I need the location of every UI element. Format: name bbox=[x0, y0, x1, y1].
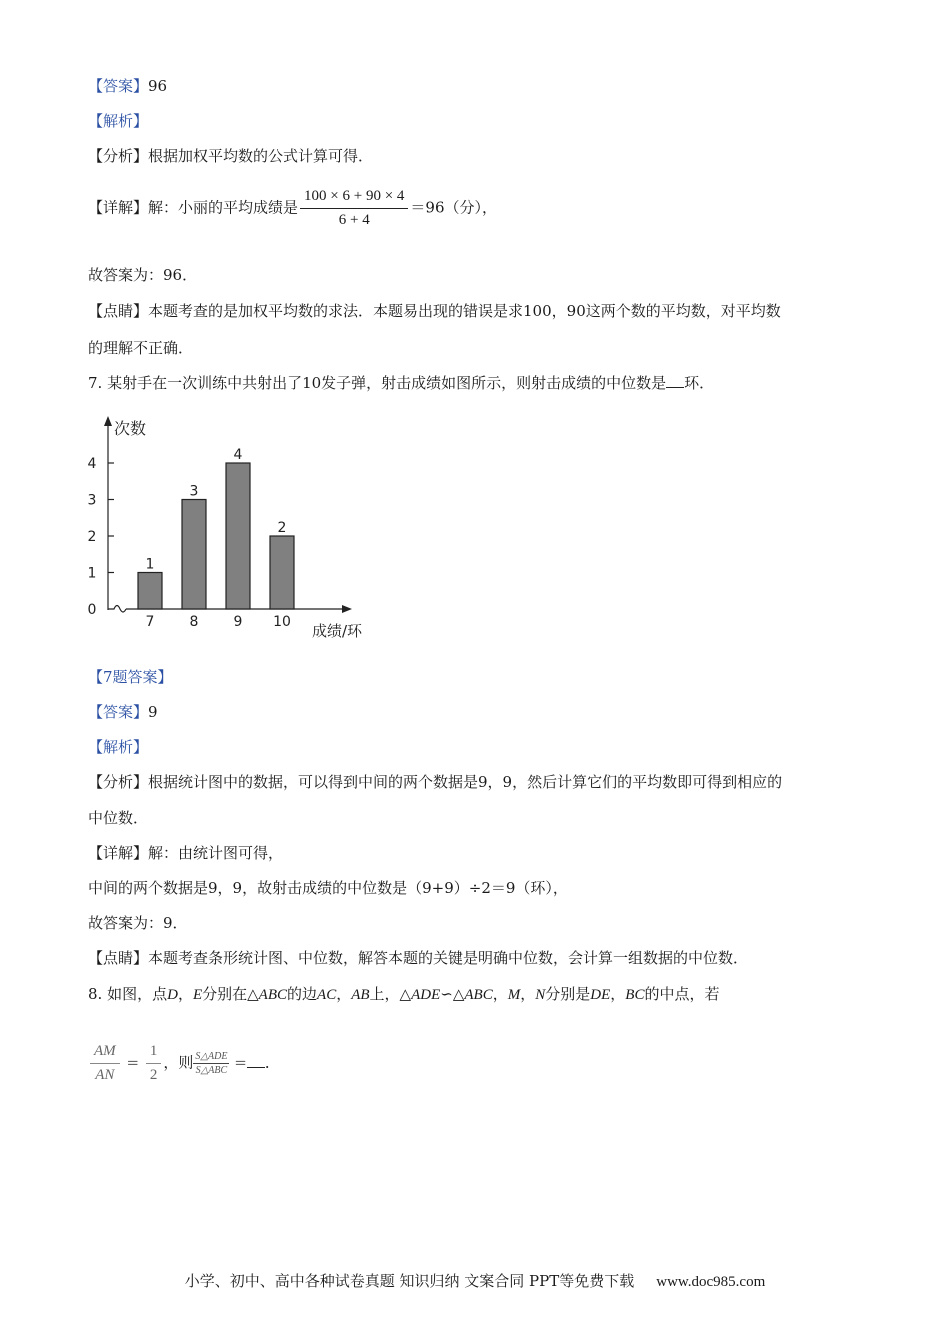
q8-point-m: M bbox=[507, 987, 521, 1003]
q8-period: ． bbox=[264, 1053, 280, 1072]
q8-segment-de: DE bbox=[590, 987, 611, 1003]
y-axis-arrow bbox=[104, 416, 112, 426]
q8-equals-2: = bbox=[234, 1053, 247, 1072]
q8-half-fraction bbox=[146, 1043, 162, 1084]
x-tick-label: 9 bbox=[233, 614, 243, 630]
q6-analysis-label: 【分析】 bbox=[88, 147, 149, 165]
q7-detail-label: 【详解】 bbox=[88, 844, 149, 862]
q6-analysis-text: 根据加权平均数的公式计算可得． bbox=[148, 147, 374, 165]
q6-analysis-tag: 【解析】 bbox=[88, 112, 149, 130]
q8-am-an-fraction bbox=[90, 1043, 120, 1084]
x-tick-label: 8 bbox=[189, 614, 199, 630]
bar-chart bbox=[80, 410, 380, 640]
x-tick-label: 10 bbox=[273, 614, 291, 630]
q8-half-den: 2 bbox=[149, 1067, 158, 1083]
q7-detail-text-2: 中间的两个数据是9，9，故射击成绩的中位数是（9+9）÷2＝9（环）， bbox=[88, 879, 568, 897]
q8-area-abc: S△ABC bbox=[195, 1065, 228, 1076]
bar-data-label: 3 bbox=[189, 483, 199, 500]
bar-data-label: 4 bbox=[233, 447, 243, 463]
q7-comment-label: 【点睛】 bbox=[88, 949, 149, 967]
q8-then: ，则 bbox=[163, 1053, 194, 1072]
y-tick-label: 2 bbox=[87, 529, 97, 545]
q8-triangle-abc-2: ABC bbox=[464, 987, 493, 1003]
q6-detail-line bbox=[88, 188, 497, 229]
q8-text-i: ， bbox=[520, 985, 536, 1003]
q8-point-d: D bbox=[167, 987, 178, 1003]
q8-an: AN bbox=[95, 1067, 115, 1083]
q6-formula-denominator: 6 + 4 bbox=[338, 212, 370, 228]
q6-detail-label: 【详解】 bbox=[88, 198, 149, 217]
footer bbox=[0, 1270, 950, 1291]
q7-question bbox=[88, 373, 714, 393]
q6-answer-value: 96 bbox=[148, 77, 168, 95]
q8-text-j: 分别是 bbox=[545, 985, 591, 1003]
q6-analysis-line bbox=[88, 146, 373, 166]
x-axis-label: 成绩/环 bbox=[312, 622, 363, 640]
footer-text: 小学、初中、高中各种试卷真题 知识归纳 文案合同 PPT等免费下载 bbox=[184, 1272, 635, 1290]
axis-break bbox=[108, 606, 126, 613]
q7-analysis-tag: 【解析】 bbox=[88, 738, 149, 756]
q7-question-text: 7. 某射手在一次训练中共射出了10发子弹，射击成绩如图所示，则射击成绩的中位数是 bbox=[88, 374, 667, 392]
q6-comment-text-1: 本题考查的是加权平均数的求法．本题易出现的错误是求100，90这两个数的平均数，对平均数 bbox=[148, 302, 781, 320]
q6-comment-text-2: 的理解不正确． bbox=[88, 339, 194, 357]
bar bbox=[270, 536, 294, 609]
q7-detail-line bbox=[88, 843, 283, 863]
q8-area-ade: S△ADE bbox=[195, 1051, 228, 1062]
q8-equals: = bbox=[126, 1053, 140, 1072]
q8-condition-line bbox=[88, 1043, 280, 1084]
q7-conclusion: 故答案为：9． bbox=[88, 914, 188, 932]
q8-text-g: ∽△ bbox=[440, 985, 465, 1003]
q6-formula bbox=[300, 188, 408, 229]
q8-segment-bc: BC bbox=[625, 987, 645, 1003]
y-axis-label: 次数 bbox=[114, 419, 147, 438]
q7-analysis-text-2: 中位数． bbox=[88, 809, 149, 827]
q6-formula-numerator: 100 × 6 + 90 × 4 bbox=[300, 188, 408, 209]
q6-detail-prefix: 解：小丽的平均成绩是 bbox=[148, 198, 299, 217]
q8-text-b: ， bbox=[177, 985, 193, 1003]
bar bbox=[182, 500, 206, 610]
footer-url[interactable]: www.doc985.com bbox=[656, 1274, 766, 1290]
bar-data-label: 1 bbox=[145, 556, 155, 573]
y-tick-label: 3 bbox=[87, 492, 97, 509]
bar bbox=[138, 573, 162, 610]
q7-answer-tag: 【答案】 bbox=[88, 703, 149, 721]
q8-text-l: 的中点，若 bbox=[644, 985, 720, 1003]
y-tick-label: 4 bbox=[87, 456, 97, 472]
y-tick-label: 0 bbox=[87, 602, 97, 618]
q7-analysis-label: 【分析】 bbox=[88, 773, 149, 791]
q7-comment-text: 本题考查条形统计图、中位数，解答本题的关键是明确中位数，会计算一组数据的中位数． bbox=[148, 949, 749, 967]
q8-text-h: ， bbox=[492, 985, 508, 1003]
q8-triangle-ade: ADE bbox=[411, 987, 441, 1003]
q8-text-a: 8. 如图，点 bbox=[88, 985, 168, 1003]
q7-detail-text-1: 解：由统计图可得， bbox=[148, 844, 284, 862]
q8-side-ac: AC bbox=[317, 987, 337, 1003]
q8-answer-blank bbox=[247, 1055, 265, 1068]
q7-question-end: 环． bbox=[684, 374, 715, 392]
q7-comment-line bbox=[88, 948, 748, 968]
q8-text-f: 上，△ bbox=[369, 985, 412, 1003]
q8-triangle-abc: ABC bbox=[258, 987, 288, 1003]
q8-point-n: N bbox=[535, 987, 546, 1003]
q6-comment-label: 【点睛】 bbox=[88, 302, 149, 320]
q8-text-d: 的边 bbox=[287, 985, 318, 1003]
q7-answer-value: 9 bbox=[148, 703, 158, 721]
y-tick-label: 1 bbox=[87, 565, 97, 582]
q8-half-num: 1 bbox=[146, 1043, 162, 1064]
q8-text-k: ， bbox=[610, 985, 626, 1003]
q7-analysis-text-1: 根据统计图中的数据，可以得到中间的两个数据是9，9，然后计算它们的平均数即可得到相应的 bbox=[148, 773, 783, 791]
bar-data-label: 2 bbox=[277, 520, 287, 536]
x-tick-label: 7 bbox=[145, 614, 155, 630]
q7-answer-blank bbox=[666, 375, 684, 388]
q7-answer-header: 【7题答案】 bbox=[88, 668, 173, 686]
x-axis-arrow bbox=[342, 605, 352, 613]
q6-answer-line bbox=[88, 76, 167, 96]
q8-side-ab: AB bbox=[351, 987, 370, 1003]
q8-area-ratio bbox=[193, 1051, 229, 1076]
q7-analysis-line bbox=[88, 772, 782, 792]
bar bbox=[226, 463, 250, 609]
q6-conclusion: 故答案为：96． bbox=[88, 266, 198, 284]
q6-detail-suffix: ＝96（分）， bbox=[410, 198, 498, 217]
q8-am: AM bbox=[90, 1043, 120, 1064]
q8-point-e: E bbox=[192, 987, 203, 1003]
q8-question-line bbox=[88, 984, 719, 1005]
q8-text-c: 分别在△ bbox=[202, 985, 259, 1003]
q8-text-e: ， bbox=[336, 985, 352, 1003]
q6-answer-tag: 【答案】 bbox=[88, 77, 149, 95]
q7-answer-line bbox=[88, 702, 158, 722]
q6-comment-line bbox=[88, 301, 781, 321]
